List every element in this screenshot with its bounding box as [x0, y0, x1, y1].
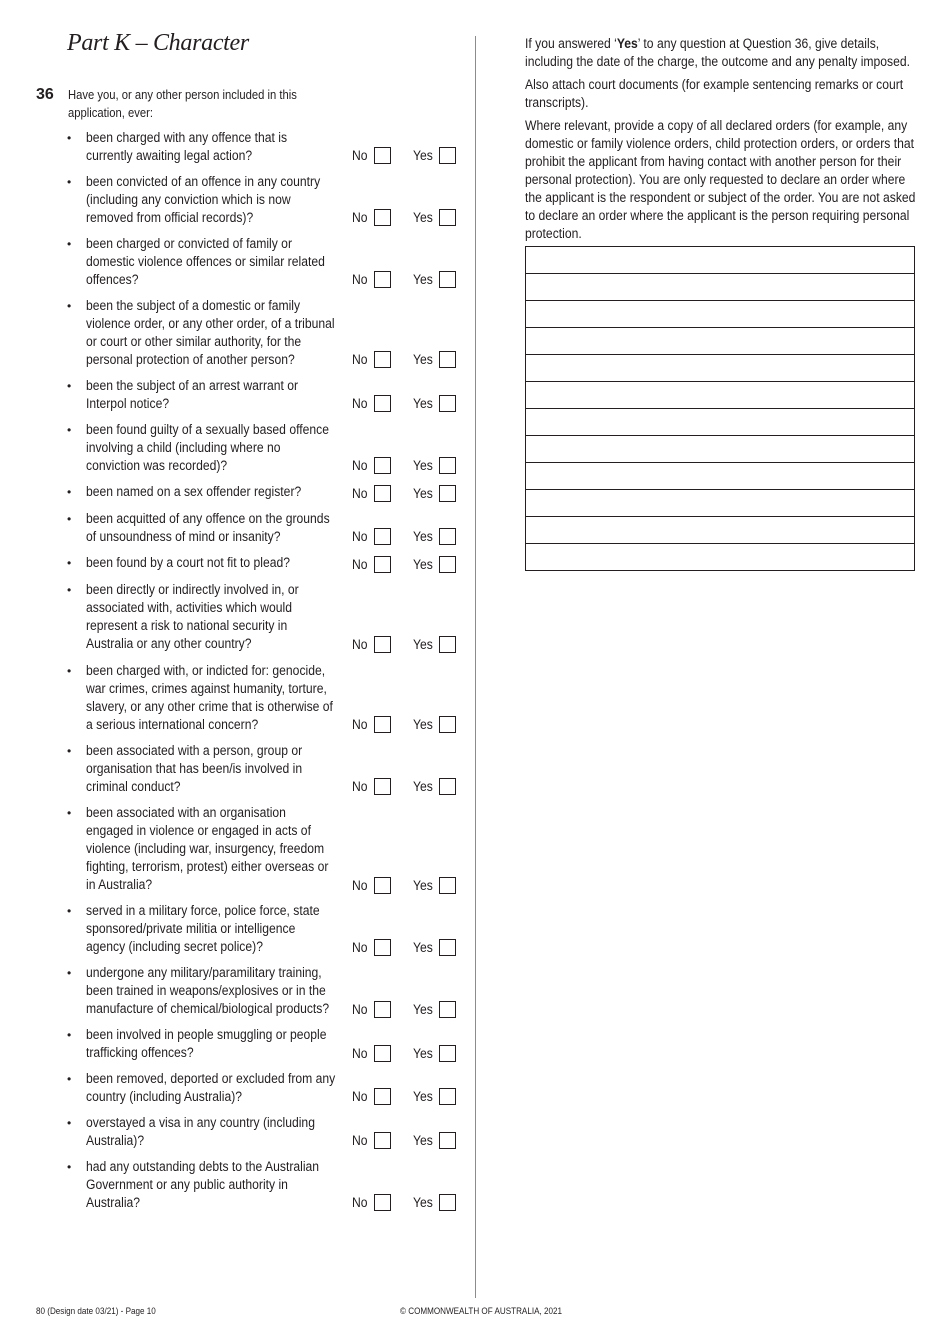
question-item-text: been named on a sex offender register? — [86, 484, 302, 499]
yes-checkbox[interactable] — [439, 716, 456, 733]
bullet-point: • — [67, 583, 72, 597]
yes-checkbox[interactable] — [439, 485, 456, 502]
answer-group — [352, 939, 462, 957]
answer-group — [352, 485, 462, 503]
no-checkbox[interactable] — [374, 716, 391, 733]
question-item-text: been charged with any offence that is currently awaiting legal action? — [86, 130, 288, 163]
question-item-text: overstayed a visa in any country (including Australia)? — [86, 1115, 315, 1148]
question-item-text: been involved in people smuggling or people trafficking offences? — [86, 1027, 327, 1060]
question-item-text: undergone any military/paramilitary training, been trained in weapons/explosives or in the manufacture of chemical/biological products? — [86, 965, 330, 1016]
bullet-point: • — [67, 131, 72, 145]
details-table — [525, 246, 915, 571]
footer-page-info: 80 (Design date 03/21) - Page 10 — [36, 1306, 156, 1316]
details-entry-row[interactable] — [526, 328, 914, 355]
yes-checkbox[interactable] — [439, 939, 456, 956]
yes-checkbox[interactable] — [439, 1132, 456, 1149]
no-label: No — [352, 210, 368, 225]
no-checkbox[interactable] — [374, 1132, 391, 1149]
yes-label: Yes — [413, 1195, 433, 1210]
question-item-text: been directly or indirectly involved in, or associated with, activities which would represent a risk to national security in Australia or any other country? — [86, 582, 299, 651]
yes-label: Yes — [413, 717, 433, 732]
yes-label: Yes — [413, 1046, 433, 1061]
no-label: No — [352, 396, 368, 411]
no-checkbox[interactable] — [374, 636, 391, 653]
answer-group — [352, 636, 462, 654]
no-checkbox[interactable] — [374, 877, 391, 894]
answer-group — [352, 778, 462, 796]
no-checkbox[interactable] — [374, 457, 391, 474]
details-entry-row[interactable] — [526, 274, 914, 301]
no-label: No — [352, 529, 368, 544]
yes-label: Yes — [413, 458, 433, 473]
yes-checkbox[interactable] — [439, 1194, 456, 1211]
bullet-point: • — [67, 1116, 72, 1130]
yes-checkbox[interactable] — [439, 636, 456, 653]
answer-group — [352, 209, 462, 227]
no-checkbox[interactable] — [374, 1001, 391, 1018]
answer-group — [352, 1194, 462, 1212]
no-label: No — [352, 1046, 368, 1061]
answer-group — [352, 877, 462, 895]
yes-checkbox[interactable] — [439, 457, 456, 474]
answer-group — [352, 716, 462, 734]
answer-group — [352, 271, 462, 289]
bullet-point: • — [67, 806, 72, 820]
yes-checkbox[interactable] — [439, 209, 456, 226]
no-label: No — [352, 557, 368, 572]
no-checkbox[interactable] — [374, 1194, 391, 1211]
bullet-point: • — [67, 175, 72, 189]
question-item-text: been removed, deported or excluded from any country (including Australia)? — [86, 1071, 336, 1104]
details-entry-row[interactable] — [526, 382, 914, 409]
yes-label: Yes — [413, 529, 433, 544]
bullet-point: • — [67, 1072, 72, 1086]
no-checkbox[interactable] — [374, 1088, 391, 1105]
no-checkbox[interactable] — [374, 147, 391, 164]
footer-copyright: © COMMONWEALTH OF AUSTRALIA, 2021 — [400, 1306, 562, 1316]
bullet-point: • — [67, 1028, 72, 1042]
no-label: No — [352, 486, 368, 501]
part-title: Part K – Character — [67, 30, 249, 56]
question-item-text: been found guilty of a sexually based offence involving a child (including where no conviction was recorded)? — [86, 422, 329, 473]
yes-label: Yes — [413, 148, 433, 163]
no-label: No — [352, 458, 368, 473]
details-entry-row[interactable] — [526, 490, 914, 517]
question-item-text: had any outstanding debts to the Australian Government or any public authority in Australia? — [86, 1159, 320, 1210]
answer-group — [352, 1045, 462, 1063]
yes-label: Yes — [413, 272, 433, 287]
yes-checkbox[interactable] — [439, 271, 456, 288]
question-item-text: been associated with an organisation engaged in violence or engaged in acts of violence (including war, insurgency, freedom fighting, terrorism, protest) either overseas or in Australia? — [86, 805, 329, 892]
question-item-text: been charged or convicted of family or domestic violence offences or similar related offences? — [86, 236, 325, 287]
no-checkbox[interactable] — [374, 271, 391, 288]
yes-checkbox[interactable] — [439, 877, 456, 894]
answer-group — [352, 395, 462, 413]
yes-label: Yes — [413, 396, 433, 411]
details-entry-row[interactable] — [526, 463, 914, 490]
no-checkbox[interactable] — [374, 528, 391, 545]
question-item-text: been the subject of an arrest warrant or Interpol notice? — [86, 378, 299, 411]
yes-label: Yes — [413, 637, 433, 652]
question-item-text: served in a military force, police force, state sponsored/private militia or intelligence agency (including secret police)? — [86, 903, 320, 954]
yes-label: Yes — [413, 779, 433, 794]
instructions-paragraph-2: Also attach court documents (for example sentencing remarks or court transcripts). — [525, 77, 904, 110]
yes-checkbox[interactable] — [439, 351, 456, 368]
question-item-text: been the subject of a domestic or family violence order, or any other order, of a tribunal or court or other similar authority, for the personal protection of another person? — [86, 298, 335, 367]
bullet-point: • — [67, 904, 72, 918]
bullet-point: • — [67, 556, 72, 570]
question-number: 36 — [36, 86, 54, 103]
no-checkbox[interactable] — [374, 939, 391, 956]
bullet-point: • — [67, 379, 72, 393]
details-entry-row[interactable] — [526, 247, 914, 274]
no-label: No — [352, 1002, 368, 1017]
question-item-text: been associated with a person, group or organisation that has been/is involved in criminal conduct? — [86, 743, 303, 794]
yes-label: Yes — [413, 352, 433, 367]
instructions-paragraph-3: Where relevant, provide a copy of all declared orders (for example, any domestic or family violence orders, child protection orders, or orders that prohibit the applicant from having contact with another person for their personal protection). You are only requested to declare an order where the applicant is the respondent or subject of the order. You are not asked to declare an order where the applicant is the person requiring personal protection. — [525, 118, 916, 241]
answer-group — [352, 528, 462, 546]
yes-checkbox[interactable] — [439, 147, 456, 164]
question-item-text: been acquitted of any offence on the grounds of unsoundness of mind or insanity? — [86, 511, 330, 544]
bullet-point: • — [67, 664, 72, 678]
details-entry-row[interactable] — [526, 301, 914, 328]
details-entry-row[interactable] — [526, 355, 914, 382]
no-label: No — [352, 637, 368, 652]
yes-checkbox[interactable] — [439, 1045, 456, 1062]
no-label: No — [352, 272, 368, 287]
bullet-point: • — [67, 299, 72, 313]
yes-label: Yes — [413, 940, 433, 955]
bullet-point: • — [67, 1160, 72, 1174]
answer-group — [352, 351, 462, 369]
no-label: No — [352, 878, 368, 893]
answer-group — [352, 457, 462, 475]
details-entry-row[interactable] — [526, 436, 914, 463]
bullet-point: • — [67, 966, 72, 980]
yes-checkbox[interactable] — [439, 528, 456, 545]
answer-group — [352, 1132, 462, 1150]
no-checkbox[interactable] — [374, 395, 391, 412]
bullet-point: • — [67, 423, 72, 437]
no-label: No — [352, 1089, 368, 1104]
no-label: No — [352, 1133, 368, 1148]
details-entry-row[interactable] — [526, 409, 914, 436]
yes-label: Yes — [413, 486, 433, 501]
no-label: No — [352, 779, 368, 794]
answer-group — [352, 556, 462, 574]
bullet-point: • — [67, 237, 72, 251]
question-item-text: been convicted of an offence in any country (including any conviction which is now removed from official records)? — [86, 174, 321, 225]
yes-checkbox[interactable] — [439, 778, 456, 795]
answer-group — [352, 147, 462, 165]
column-divider — [475, 36, 476, 1298]
yes-checkbox[interactable] — [439, 395, 456, 412]
details-entry-row[interactable] — [526, 517, 914, 544]
no-checkbox[interactable] — [374, 1045, 391, 1062]
yes-label: Yes — [413, 1002, 433, 1017]
question-item-text: been found by a court not fit to plead? — [86, 555, 291, 570]
question-item-text: been charged with, or indicted for: genocide, war crimes, crimes against humanity, torture, slavery, or any other crime that is otherwise of a serious international concern? — [86, 663, 333, 732]
bullet-point: • — [67, 744, 72, 758]
bullet-point: • — [67, 512, 72, 526]
no-checkbox[interactable] — [374, 778, 391, 795]
yes-checkbox[interactable] — [439, 556, 456, 573]
answer-group — [352, 1088, 462, 1106]
no-checkbox[interactable] — [374, 351, 391, 368]
answer-group — [352, 1001, 462, 1019]
no-checkbox[interactable] — [374, 209, 391, 226]
no-label: No — [352, 1195, 368, 1210]
no-label: No — [352, 352, 368, 367]
yes-label: Yes — [413, 1133, 433, 1148]
yes-checkbox[interactable] — [439, 1001, 456, 1018]
no-label: No — [352, 717, 368, 732]
no-label: No — [352, 148, 368, 163]
no-label: No — [352, 940, 368, 955]
question-intro: Have you, or any other person included in this application, ever: — [68, 88, 297, 120]
no-checkbox[interactable] — [374, 485, 391, 502]
yes-emphasis: Yes — [616, 36, 638, 51]
no-checkbox[interactable] — [374, 556, 391, 573]
details-entry-row[interactable] — [526, 544, 914, 570]
yes-checkbox[interactable] — [439, 1088, 456, 1105]
bullet-point: • — [67, 485, 72, 499]
yes-label: Yes — [413, 210, 433, 225]
yes-label: Yes — [413, 557, 433, 572]
yes-label: Yes — [413, 1089, 433, 1104]
instructions-paragraph-1: If you answered ‘Yes’ to any question at Question 36, give details, including the date of the charge, the outcome and any penalty imposed. — [525, 36, 911, 69]
yes-label: Yes — [413, 878, 433, 893]
